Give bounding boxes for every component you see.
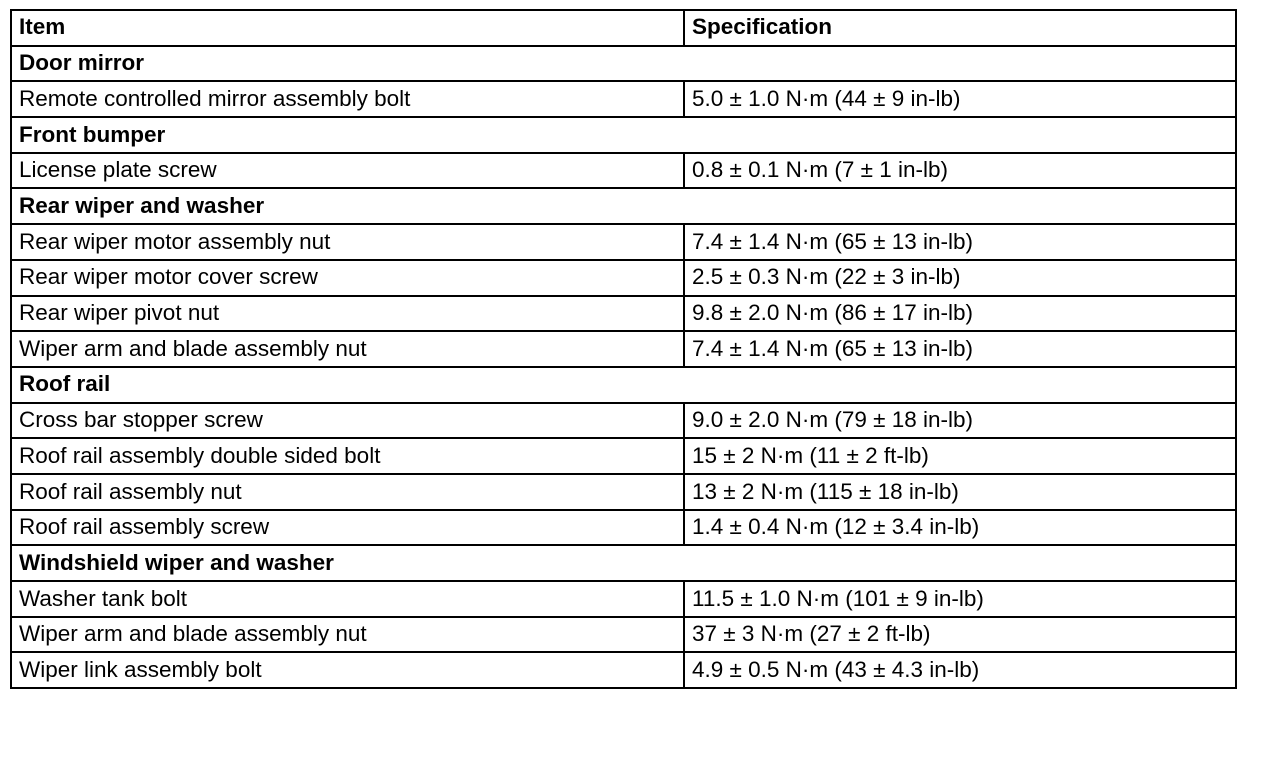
specification-cell: 7.4 ± 1.4 N·m (65 ± 13 in-lb) xyxy=(684,224,1236,260)
table-row xyxy=(11,296,1236,332)
table-row xyxy=(11,81,1236,117)
item-cell: Cross bar stopper screw xyxy=(11,403,684,439)
specification-cell: 9.8 ± 2.0 N·m (86 ± 17 in-lb) xyxy=(684,296,1236,332)
section-title: Door mirror xyxy=(11,46,1236,82)
column-header-item: Item xyxy=(11,10,684,46)
item-cell: Wiper arm and blade assembly nut xyxy=(11,331,684,367)
specification-cell: 7.4 ± 1.4 N·m (65 ± 13 in-lb) xyxy=(684,331,1236,367)
table-row xyxy=(11,617,1236,653)
item-cell: Rear wiper motor assembly nut xyxy=(11,224,684,260)
item-cell: Roof rail assembly screw xyxy=(11,510,684,546)
specification-cell: 11.5 ± 1.0 N·m (101 ± 9 in-lb) xyxy=(684,581,1236,617)
table-body xyxy=(11,46,1236,688)
specification-cell: 4.9 ± 0.5 N·m (43 ± 4.3 in-lb) xyxy=(684,652,1236,688)
table-row xyxy=(11,260,1236,296)
item-cell: Remote controlled mirror assembly bolt xyxy=(11,81,684,117)
item-cell: Wiper arm and blade assembly nut xyxy=(11,617,684,653)
section-row xyxy=(11,117,1236,153)
specification-cell: 2.5 ± 0.3 N·m (22 ± 3 in-lb) xyxy=(684,260,1236,296)
section-row xyxy=(11,188,1236,224)
table-row xyxy=(11,510,1236,546)
specification-cell: 0.8 ± 0.1 N·m (7 ± 1 in-lb) xyxy=(684,153,1236,189)
table-row xyxy=(11,331,1236,367)
table-row xyxy=(11,474,1236,510)
table-row xyxy=(11,153,1236,189)
item-cell: Roof rail assembly nut xyxy=(11,474,684,510)
section-row xyxy=(11,46,1236,82)
item-cell: Rear wiper pivot nut xyxy=(11,296,684,332)
torque-spec-table xyxy=(10,9,1237,689)
column-header-specification: Specification xyxy=(684,10,1236,46)
table-row xyxy=(11,403,1236,439)
specification-cell: 9.0 ± 2.0 N·m (79 ± 18 in-lb) xyxy=(684,403,1236,439)
item-cell: Washer tank bolt xyxy=(11,581,684,617)
header-row xyxy=(11,10,1236,46)
item-cell: Wiper link assembly bolt xyxy=(11,652,684,688)
table-row xyxy=(11,581,1236,617)
specification-cell: 37 ± 3 N·m (27 ± 2 ft-lb) xyxy=(684,617,1236,653)
section-row xyxy=(11,545,1236,581)
item-cell: License plate screw xyxy=(11,153,684,189)
item-cell: Rear wiper motor cover screw xyxy=(11,260,684,296)
section-title: Roof rail xyxy=(11,367,1236,403)
item-cell: Roof rail assembly double sided bolt xyxy=(11,438,684,474)
section-title: Rear wiper and washer xyxy=(11,188,1236,224)
table-row xyxy=(11,438,1236,474)
specification-cell: 15 ± 2 N·m (11 ± 2 ft-lb) xyxy=(684,438,1236,474)
section-row xyxy=(11,367,1236,403)
table-row xyxy=(11,652,1236,688)
specification-cell: 13 ± 2 N·m (115 ± 18 in-lb) xyxy=(684,474,1236,510)
specification-cell: 5.0 ± 1.0 N·m (44 ± 9 in-lb) xyxy=(684,81,1236,117)
table-header xyxy=(11,10,1236,46)
section-title: Front bumper xyxy=(11,117,1236,153)
section-title: Windshield wiper and washer xyxy=(11,545,1236,581)
table-row xyxy=(11,224,1236,260)
specification-cell: 1.4 ± 0.4 N·m (12 ± 3.4 in-lb) xyxy=(684,510,1236,546)
